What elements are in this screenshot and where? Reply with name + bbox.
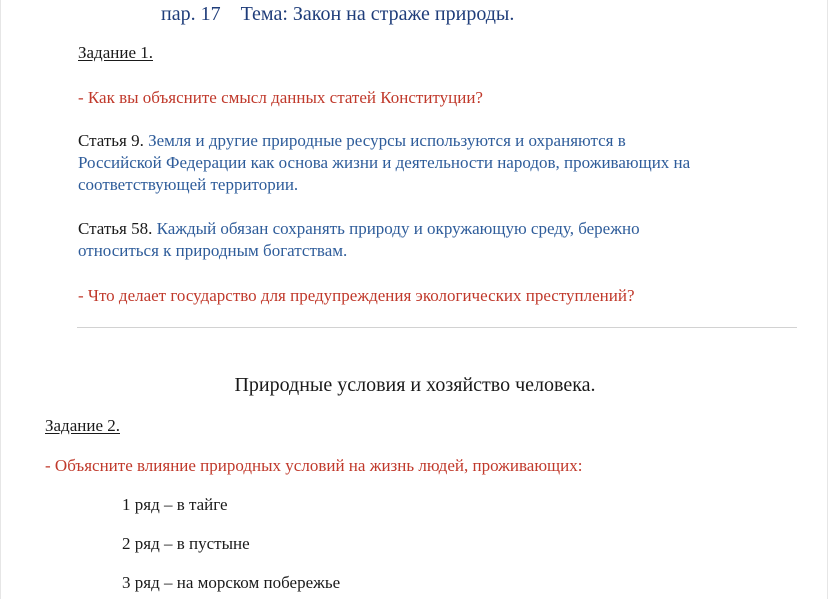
task1-question1: - Как вы объясните смысл данных статей Конституции? [78,88,483,107]
task1-question2: - Что делает государство для предупреждения экологических преступлений? [78,286,635,305]
article9-label: Статья 9 [78,131,140,150]
task2-row-1: 1 ряд – в тайге [122,495,228,514]
task2-title: Задание 2. [45,416,120,435]
article58-text-line1: Каждый обязан сохранять природу и окружающую среду, бережно [156,219,640,238]
section2-title: Природные условия и хозяйство человека. [234,374,596,396]
lesson-header [161,2,514,26]
task2-row-2: 2 ряд – в пустыне [122,534,250,553]
task2-row-3: 3 ряд – на морском побережье [122,573,341,592]
article58-label: Статья 58. [78,219,153,238]
article58-line1 [78,218,640,240]
task1-title: Задание 1. [78,43,153,62]
section-divider [77,327,797,328]
article9-text-line2: Российской Федерации как основа жизни и деятельности народов, проживающих на [78,153,691,172]
article9-text-line3: соответствующей территории. [78,175,299,194]
article58-text-line2: относиться к природным богатствам. [78,241,348,260]
article9-line1 [78,130,626,152]
task2-question: - Объясните влияние природных условий на жизнь людей, проживающих: [45,456,583,475]
article9-separator: . [139,131,149,150]
article9-text-line1: Земля и другие природные ресурсы используются и охраняются в [148,131,626,150]
paragraph-number: пар. 17 [161,3,221,25]
lesson-topic: Тема: Закон на страже природы. [240,3,515,25]
